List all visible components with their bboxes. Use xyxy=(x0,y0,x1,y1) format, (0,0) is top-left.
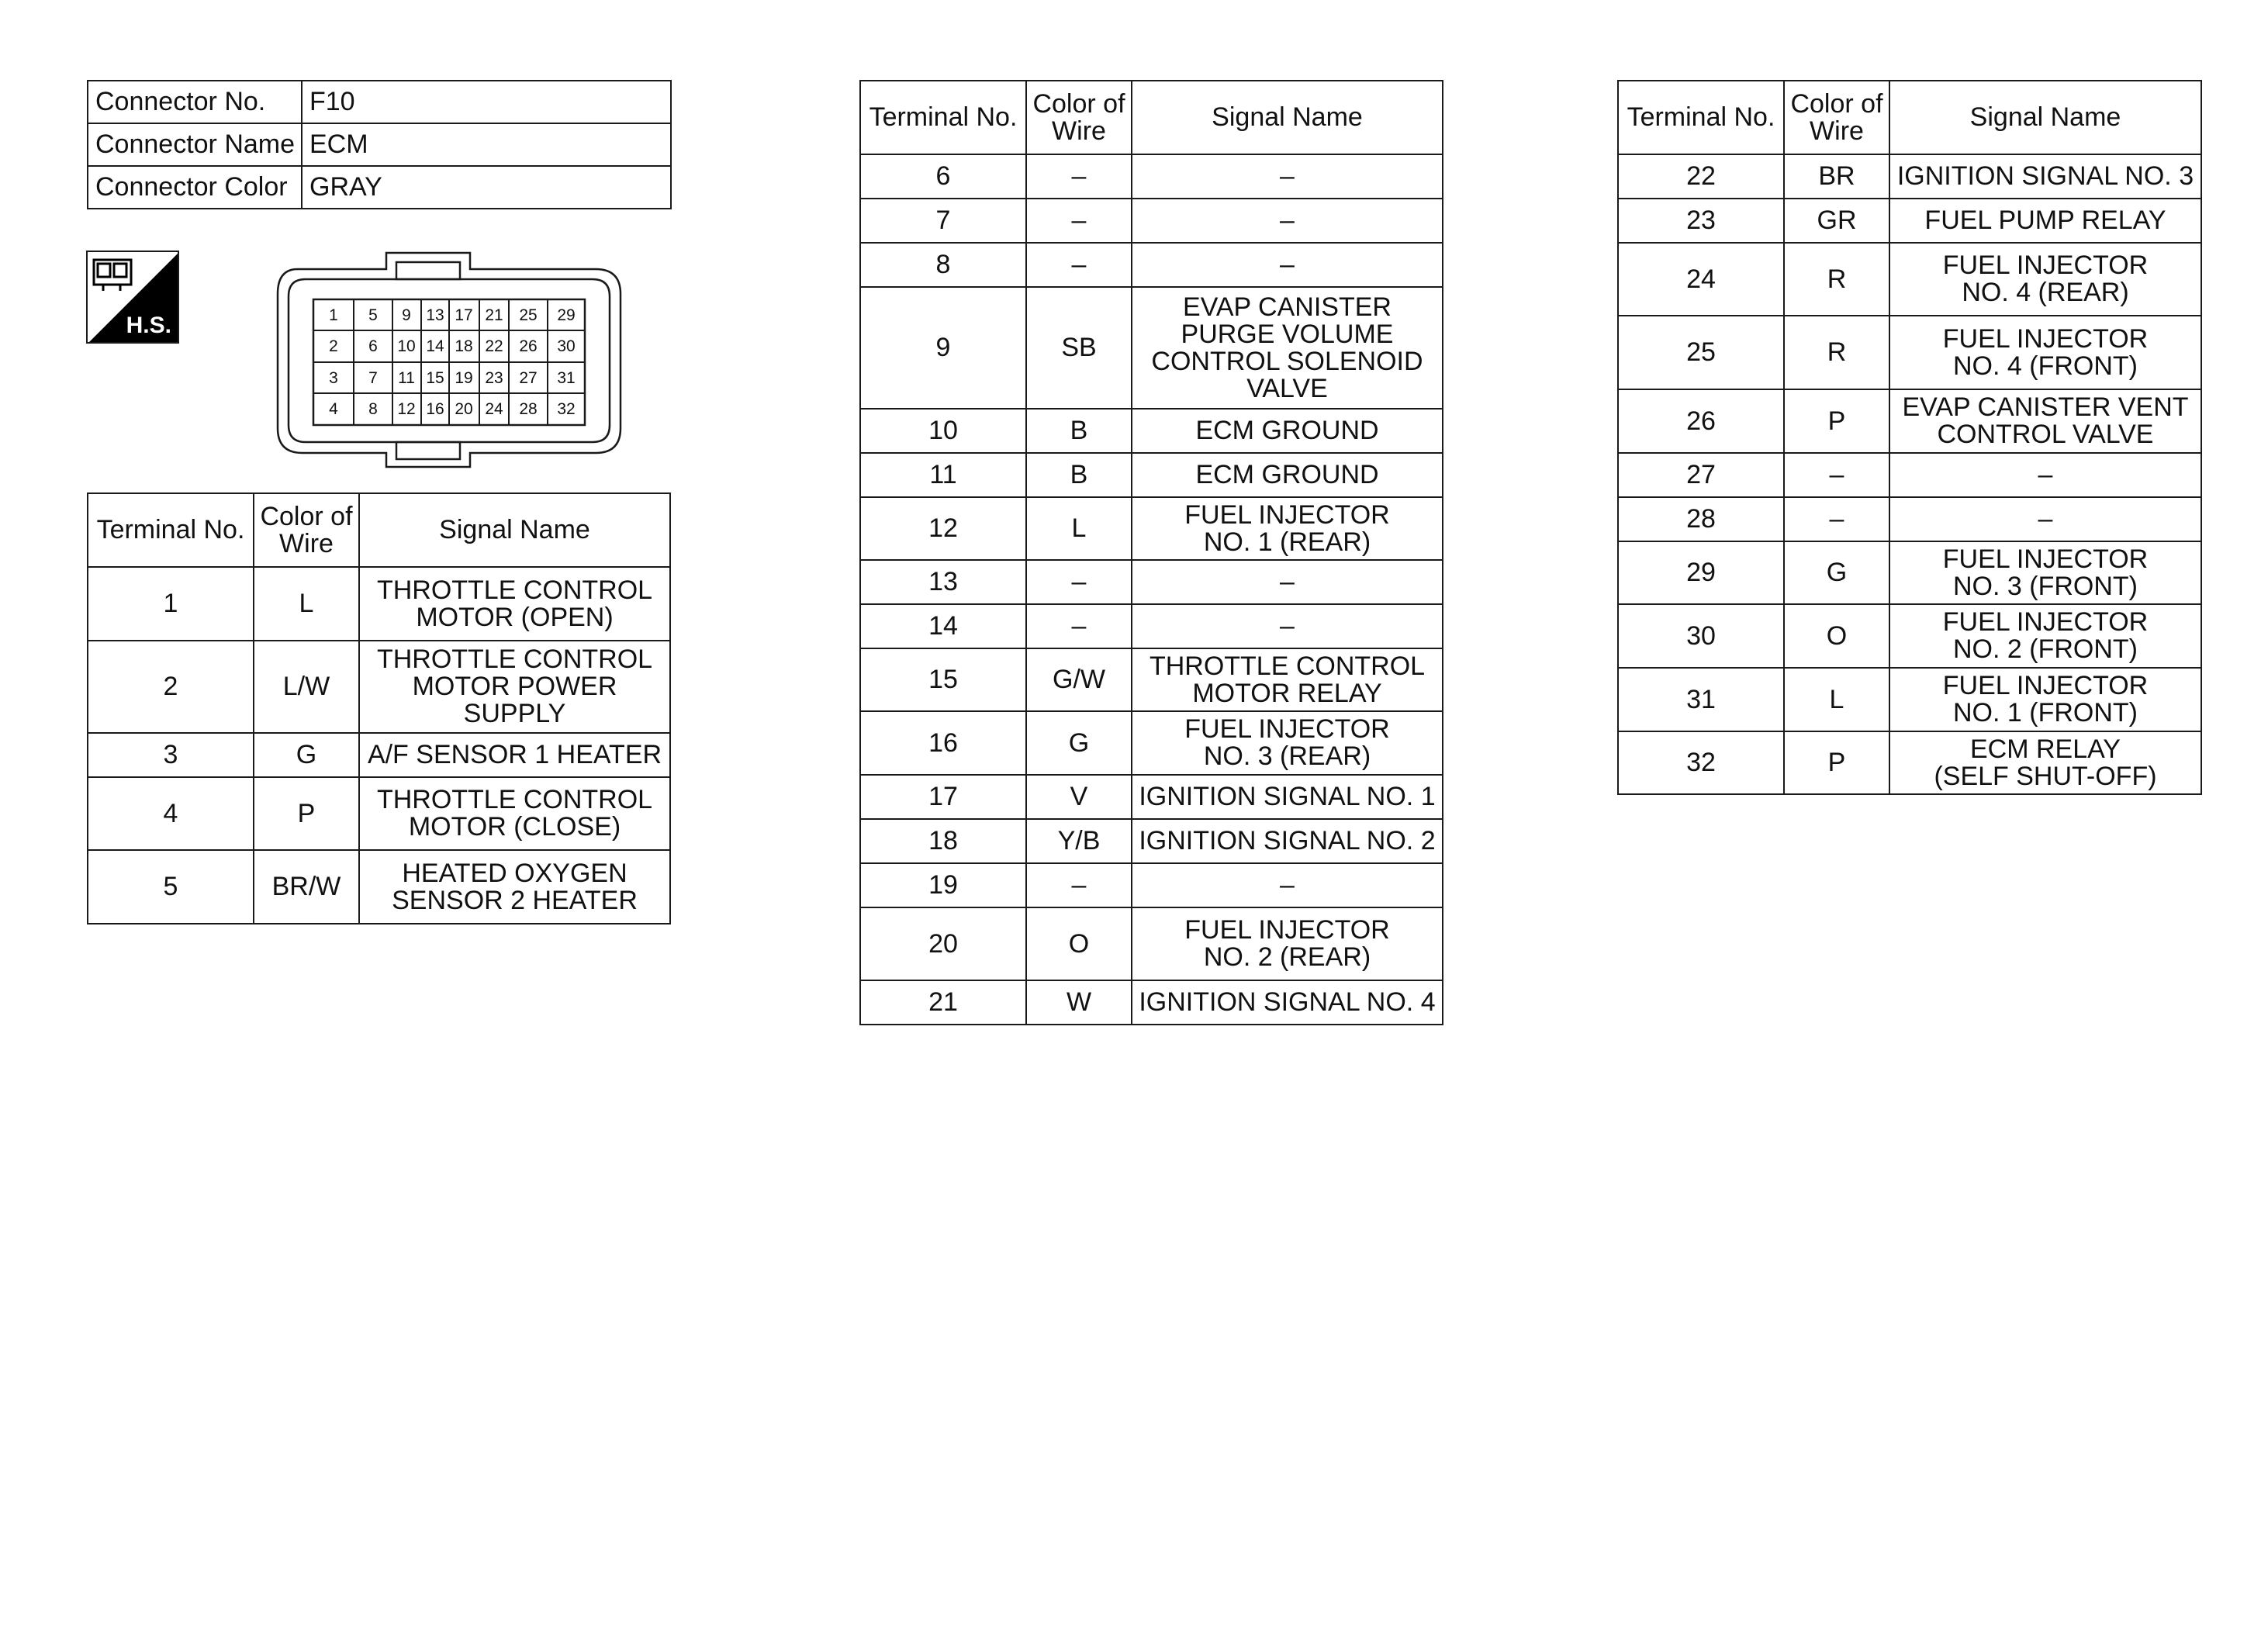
pin-label: 17 xyxy=(455,306,473,324)
signal-name: FUEL INJECTOR NO. 2 (FRONT) xyxy=(1889,604,2201,668)
signal-name: THROTTLE CONTROL MOTOR POWER SUPPLY xyxy=(359,641,670,733)
pin-label: 6 xyxy=(368,337,378,355)
wire-color: BR/W xyxy=(254,850,359,924)
wire-color-header: Color of Wire xyxy=(1026,81,1132,154)
terminal-table-2 xyxy=(859,80,1443,1025)
terminal-number: 5 xyxy=(88,850,254,924)
pin-label: 9 xyxy=(402,306,411,324)
terminal-number: 29 xyxy=(1618,541,1784,604)
signal-name: FUEL INJECTOR NO. 1 (FRONT) xyxy=(1889,668,2201,731)
table-row xyxy=(860,560,1443,604)
connector-color-value: GRAY xyxy=(302,166,671,209)
terminal-table-3 xyxy=(1617,80,2202,795)
wire-color: – xyxy=(1026,560,1132,604)
signal-name: A/F SENSOR 1 HEATER xyxy=(359,733,670,777)
terminal-number: 26 xyxy=(1618,389,1784,453)
signal-name: FUEL INJECTOR NO. 4 (FRONT) xyxy=(1889,316,2201,389)
pin-label: 16 xyxy=(426,400,444,418)
terminal-number: 20 xyxy=(860,907,1026,980)
pin-label: 31 xyxy=(557,369,576,387)
terminal-number: 22 xyxy=(1618,154,1784,199)
connector-color-label: Connector Color xyxy=(88,166,302,209)
wire-color: R xyxy=(1784,243,1889,316)
terminal-table-header xyxy=(88,493,670,567)
pin-label: 23 xyxy=(485,369,503,387)
terminal-number: 7 xyxy=(860,199,1026,243)
terminal-table-header xyxy=(1618,81,2201,154)
signal-name-header: Signal Name xyxy=(1132,81,1443,154)
table-row xyxy=(860,409,1443,453)
table-row xyxy=(1618,453,2201,497)
table-row xyxy=(860,648,1443,711)
signal-name: THROTTLE CONTROL MOTOR RELAY xyxy=(1132,648,1443,711)
signal-name: – xyxy=(1132,154,1443,199)
wire-color: L xyxy=(1026,497,1132,560)
connector-no-row xyxy=(88,81,671,123)
terminal-number: 30 xyxy=(1618,604,1784,668)
signal-name: FUEL PUMP RELAY xyxy=(1889,199,2201,243)
terminal-no-header: Terminal No. xyxy=(1618,81,1784,154)
connector-no-value: F10 xyxy=(302,81,671,123)
terminal-number: 25 xyxy=(1618,316,1784,389)
wire-color: G xyxy=(254,733,359,777)
terminal-number: 32 xyxy=(1618,731,1784,794)
terminal-number: 6 xyxy=(860,154,1026,199)
signal-name: – xyxy=(1132,560,1443,604)
terminal-number: 14 xyxy=(860,604,1026,648)
terminal-number: 3 xyxy=(88,733,254,777)
wire-color: – xyxy=(1784,453,1889,497)
pin-label: 18 xyxy=(455,337,473,355)
pin-label: 29 xyxy=(557,306,576,324)
table-row xyxy=(860,154,1443,199)
pin-label: 30 xyxy=(557,337,576,355)
signal-name: THROTTLE CONTROL MOTOR (CLOSE) xyxy=(359,777,670,850)
terminal-number: 21 xyxy=(860,980,1026,1025)
pin-label: 12 xyxy=(397,400,416,418)
table-row xyxy=(1618,497,2201,541)
table-row xyxy=(1618,154,2201,199)
signal-name: IGNITION SIGNAL NO. 1 xyxy=(1132,775,1443,819)
table-row xyxy=(1618,604,2201,668)
pin-label: 19 xyxy=(455,369,473,387)
signal-name: FUEL INJECTOR NO. 1 (REAR) xyxy=(1132,497,1443,560)
pin-label: 13 xyxy=(426,306,444,324)
table-row xyxy=(860,199,1443,243)
wire-color-header: Color of Wire xyxy=(1784,81,1889,154)
terminal-number: 11 xyxy=(860,453,1026,497)
wire-color: SB xyxy=(1026,287,1132,409)
terminal-number: 18 xyxy=(860,819,1026,863)
connector-name-row xyxy=(88,123,671,166)
terminal-number: 8 xyxy=(860,243,1026,287)
table-row xyxy=(1618,389,2201,453)
signal-name-header: Signal Name xyxy=(359,493,670,567)
connector-info-table xyxy=(87,80,672,209)
signal-name: IGNITION SIGNAL NO. 2 xyxy=(1132,819,1443,863)
table-row xyxy=(860,711,1443,775)
table-row xyxy=(88,567,670,641)
signal-name: – xyxy=(1132,863,1443,907)
terminal-number: 16 xyxy=(860,711,1026,775)
signal-name: ECM GROUND xyxy=(1132,409,1443,453)
pin-label: 22 xyxy=(485,337,503,355)
pin-label: 32 xyxy=(557,400,576,418)
terminal-number: 12 xyxy=(860,497,1026,560)
table-row xyxy=(88,733,670,777)
terminal-number: 2 xyxy=(88,641,254,733)
signal-name: FUEL INJECTOR NO. 3 (FRONT) xyxy=(1889,541,2201,604)
terminal-number: 17 xyxy=(860,775,1026,819)
terminal-number: 1 xyxy=(88,567,254,641)
table-row xyxy=(860,863,1443,907)
wire-color: BR xyxy=(1784,154,1889,199)
pin-label: 2 xyxy=(329,337,338,355)
table-row xyxy=(1618,199,2201,243)
pin-label: 8 xyxy=(368,400,378,418)
terminal-number: 10 xyxy=(860,409,1026,453)
wire-color: – xyxy=(1026,243,1132,287)
signal-name: – xyxy=(1132,243,1443,287)
connector-outline xyxy=(276,250,622,470)
wire-color: O xyxy=(1026,907,1132,980)
terminal-number: 4 xyxy=(88,777,254,850)
signal-name: FUEL INJECTOR NO. 4 (REAR) xyxy=(1889,243,2201,316)
terminal-number: 9 xyxy=(860,287,1026,409)
wire-color: O xyxy=(1784,604,1889,668)
pin-label: 28 xyxy=(519,400,538,418)
signal-name: HEATED OXYGEN SENSOR 2 HEATER xyxy=(359,850,670,924)
table-row xyxy=(88,850,670,924)
wire-color: – xyxy=(1026,863,1132,907)
signal-name: – xyxy=(1889,453,2201,497)
signal-name: FUEL INJECTOR NO. 2 (REAR) xyxy=(1132,907,1443,980)
pin-label: 1 xyxy=(329,306,338,324)
pin-label: 5 xyxy=(368,306,378,324)
wire-color: P xyxy=(1784,389,1889,453)
table-row xyxy=(1618,243,2201,316)
table-row xyxy=(1618,731,2201,794)
terminal-no-header: Terminal No. xyxy=(88,493,254,567)
terminal-number: 19 xyxy=(860,863,1026,907)
wire-color: B xyxy=(1026,453,1132,497)
wire-color: L/W xyxy=(254,641,359,733)
table-row xyxy=(1618,668,2201,731)
wire-color: B xyxy=(1026,409,1132,453)
table-row xyxy=(88,777,670,850)
pin-label: 7 xyxy=(368,369,378,387)
signal-name: EVAP CANISTER VENT CONTROL VALVE xyxy=(1889,389,2201,453)
wire-color: W xyxy=(1026,980,1132,1025)
signal-name: IGNITION SIGNAL NO. 4 xyxy=(1132,980,1443,1025)
signal-name: – xyxy=(1132,199,1443,243)
wire-color: P xyxy=(1784,731,1889,794)
table-row xyxy=(860,819,1443,863)
signal-name: – xyxy=(1132,604,1443,648)
pin-label: 20 xyxy=(455,400,473,418)
wire-color: – xyxy=(1784,497,1889,541)
table-row xyxy=(860,287,1443,409)
terminal-number: 28 xyxy=(1618,497,1784,541)
wire-color: – xyxy=(1026,604,1132,648)
table-row xyxy=(860,775,1443,819)
pin-label: 14 xyxy=(426,337,444,355)
wire-color: L xyxy=(254,567,359,641)
terminal-number: 23 xyxy=(1618,199,1784,243)
signal-name: ECM RELAY (SELF SHUT-OFF) xyxy=(1889,731,2201,794)
pin-label: 10 xyxy=(397,337,416,355)
wire-color: GR xyxy=(1784,199,1889,243)
wire-color: – xyxy=(1026,199,1132,243)
wire-color: V xyxy=(1026,775,1132,819)
pin-label: 4 xyxy=(329,400,338,418)
table-row xyxy=(860,453,1443,497)
signal-name: – xyxy=(1889,497,2201,541)
connector-color-row xyxy=(88,166,671,209)
connector-name-value: ECM xyxy=(302,123,671,166)
terminal-number: 27 xyxy=(1618,453,1784,497)
wire-color: G/W xyxy=(1026,648,1132,711)
connector-diagram xyxy=(276,250,622,470)
wire-color: L xyxy=(1784,668,1889,731)
table-row xyxy=(860,980,1443,1025)
signal-name: EVAP CANISTER PURGE VOLUME CONTROL SOLENOID VALVE xyxy=(1132,287,1443,409)
wire-color: Y/B xyxy=(1026,819,1132,863)
connector-name-label: Connector Name xyxy=(88,123,302,166)
terminal-table-header xyxy=(860,81,1443,154)
hs-label: H.S. xyxy=(126,313,171,338)
wire-color: R xyxy=(1784,316,1889,389)
pin-label: 26 xyxy=(519,337,538,355)
hs-badge xyxy=(86,251,179,344)
terminal-table-1 xyxy=(87,492,671,924)
terminal-number: 24 xyxy=(1618,243,1784,316)
wire-color-header: Color of Wire xyxy=(254,493,359,567)
signal-name: FUEL INJECTOR NO. 3 (REAR) xyxy=(1132,711,1443,775)
pin-label: 21 xyxy=(485,306,503,324)
table-row xyxy=(860,907,1443,980)
table-row xyxy=(860,604,1443,648)
pin-label: 24 xyxy=(485,400,503,418)
table-row xyxy=(1618,316,2201,389)
table-row xyxy=(860,497,1443,560)
terminal-no-header: Terminal No. xyxy=(860,81,1026,154)
pin-label: 3 xyxy=(329,369,338,387)
wire-color: G xyxy=(1784,541,1889,604)
signal-name: ECM GROUND xyxy=(1132,453,1443,497)
wire-color: – xyxy=(1026,154,1132,199)
table-row xyxy=(860,243,1443,287)
wire-color: G xyxy=(1026,711,1132,775)
table-row xyxy=(88,641,670,733)
table-row xyxy=(1618,541,2201,604)
pin-label: 11 xyxy=(398,369,415,387)
signal-name-header: Signal Name xyxy=(1889,81,2201,154)
terminal-number: 31 xyxy=(1618,668,1784,731)
signal-name: IGNITION SIGNAL NO. 3 xyxy=(1889,154,2201,199)
pin-label: 15 xyxy=(426,369,444,387)
terminal-number: 13 xyxy=(860,560,1026,604)
connector-no-label: Connector No. xyxy=(88,81,302,123)
pin-label: 27 xyxy=(519,369,538,387)
pin-label: 25 xyxy=(519,306,538,324)
terminal-number: 15 xyxy=(860,648,1026,711)
wire-color: P xyxy=(254,777,359,850)
signal-name: THROTTLE CONTROL MOTOR (OPEN) xyxy=(359,567,670,641)
